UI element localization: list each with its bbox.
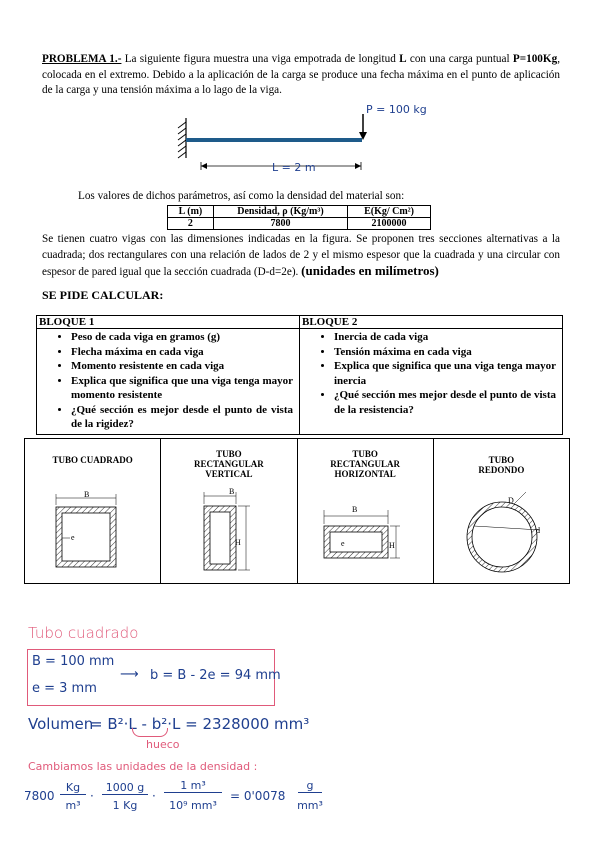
dim-B: B bbox=[352, 505, 358, 514]
hueco-label: hueco bbox=[146, 738, 180, 751]
list-item: • Tensión máxima en cada viga bbox=[334, 345, 556, 360]
list-item: • Flecha máxima en cada viga bbox=[71, 345, 293, 360]
param-value: 2100000 bbox=[348, 218, 431, 230]
units-note: (unidades en milímetros) bbox=[301, 263, 439, 278]
dim-d: d bbox=[536, 526, 540, 535]
params-intro: Los valores de dichos parámetros, así como la densidad del material son: bbox=[78, 190, 405, 202]
param-value: 7800 bbox=[213, 218, 347, 230]
dim-B: B bbox=[84, 490, 90, 499]
bloques-table bbox=[36, 315, 563, 435]
arrow-icon: ⟶ bbox=[120, 667, 139, 682]
length-label: L = 2 m bbox=[272, 161, 316, 174]
conv-start: 7800 bbox=[24, 789, 55, 803]
conv-result: = 0'0078 bbox=[230, 789, 286, 803]
given-B: B = 100 mm bbox=[32, 654, 115, 669]
rect-vertical-tube-drawing bbox=[204, 492, 250, 570]
list-item: • Inercia de cada viga bbox=[334, 330, 556, 345]
list-item: • Momento resistente en cada viga bbox=[71, 359, 293, 374]
list-item: • Explica que significa que una viga tenga mayor momento resistente bbox=[71, 374, 293, 403]
problem-statement: PROBLEMA 1.- La siguiente figura muestra una viga empotrada de longitud L con una carga puntual P=100Kg, colocada en el extremo. Debido a la aplicación de la carga se produce una fecha máxima en el punto de aplicación de la carga y una tensión máxima a lo lago de la viga. bbox=[42, 53, 560, 96]
list-item: • ¿Qué sección mes mejor desde el punto de vista de la resistencia? bbox=[334, 388, 556, 417]
tube-title: TUBO RECTANGULAR VERTICAL bbox=[193, 449, 264, 479]
params-table bbox=[167, 205, 431, 230]
b-formula: b = B - 2e = 94 mm bbox=[150, 668, 281, 683]
load-label: P = 100 kg bbox=[366, 103, 427, 116]
beam bbox=[186, 138, 362, 142]
hueco-brace bbox=[132, 728, 168, 737]
dim-e: e bbox=[341, 539, 345, 548]
volume-formula: = B²·L - b²·L = 2328000 mm³ bbox=[90, 715, 310, 733]
param-header: L (m) bbox=[168, 206, 214, 218]
se-pide-heading: SE PIDE CALCULAR: bbox=[42, 288, 164, 302]
dim-H: H bbox=[389, 541, 395, 550]
round-tube-drawing bbox=[467, 492, 540, 572]
bloque1-title: BLOQUE 1 bbox=[37, 316, 300, 329]
volume-label: Volumen bbox=[28, 715, 94, 733]
notes-title: Tubo cuadrado bbox=[28, 624, 139, 642]
bloque1-list bbox=[37, 329, 300, 435]
rect-horizontal-tube-drawing bbox=[324, 510, 400, 558]
square-tube-drawing bbox=[56, 494, 116, 567]
dim-D: D bbox=[508, 496, 514, 505]
tube-title: TUBO CUADRADO bbox=[52, 455, 133, 465]
list-item: • ¿Qué sección es mejor desde el punto de vista de la rigidez? bbox=[71, 403, 293, 432]
sections-text: Se tienen cuatro vigas con las dimensiones indicadas en la figura. Se proponen tres secciones alternativas a la cuadrada; dos rectangulares con una relación de lados de 2 y el mismo espesor que la cuadrada y una circular con espesor de pared igual que la sección cuadrada (D-d=2e). (unidades en milímetros) bbox=[42, 233, 560, 278]
dim-B: B bbox=[229, 487, 235, 496]
dim-H: H bbox=[235, 538, 241, 547]
tube-title: TUBO RECTANGULAR HORIZONTAL bbox=[330, 449, 401, 479]
param-value: 2 bbox=[168, 218, 214, 230]
bloque2-title: BLOQUE 2 bbox=[300, 316, 563, 329]
density-title: Cambiamos las unidades de la densidad : bbox=[28, 760, 258, 773]
param-header: E(Kg/ Cm²) bbox=[348, 206, 431, 218]
list-item: • Peso de cada viga en gramos (g) bbox=[71, 330, 293, 345]
param-header: Densidad, ρ (Kg/m³) bbox=[213, 206, 347, 218]
given-e: e = 3 mm bbox=[32, 681, 97, 696]
tube-drawings bbox=[24, 480, 570, 584]
bloque2-list bbox=[300, 329, 563, 435]
list-item: • Explica que significa que una viga tenga mayor inercia bbox=[334, 359, 556, 388]
tube-title: TUBO REDONDO bbox=[478, 455, 525, 475]
dim-e: e bbox=[71, 533, 75, 542]
problem-heading: PROBLEMA 1.- bbox=[42, 53, 122, 65]
